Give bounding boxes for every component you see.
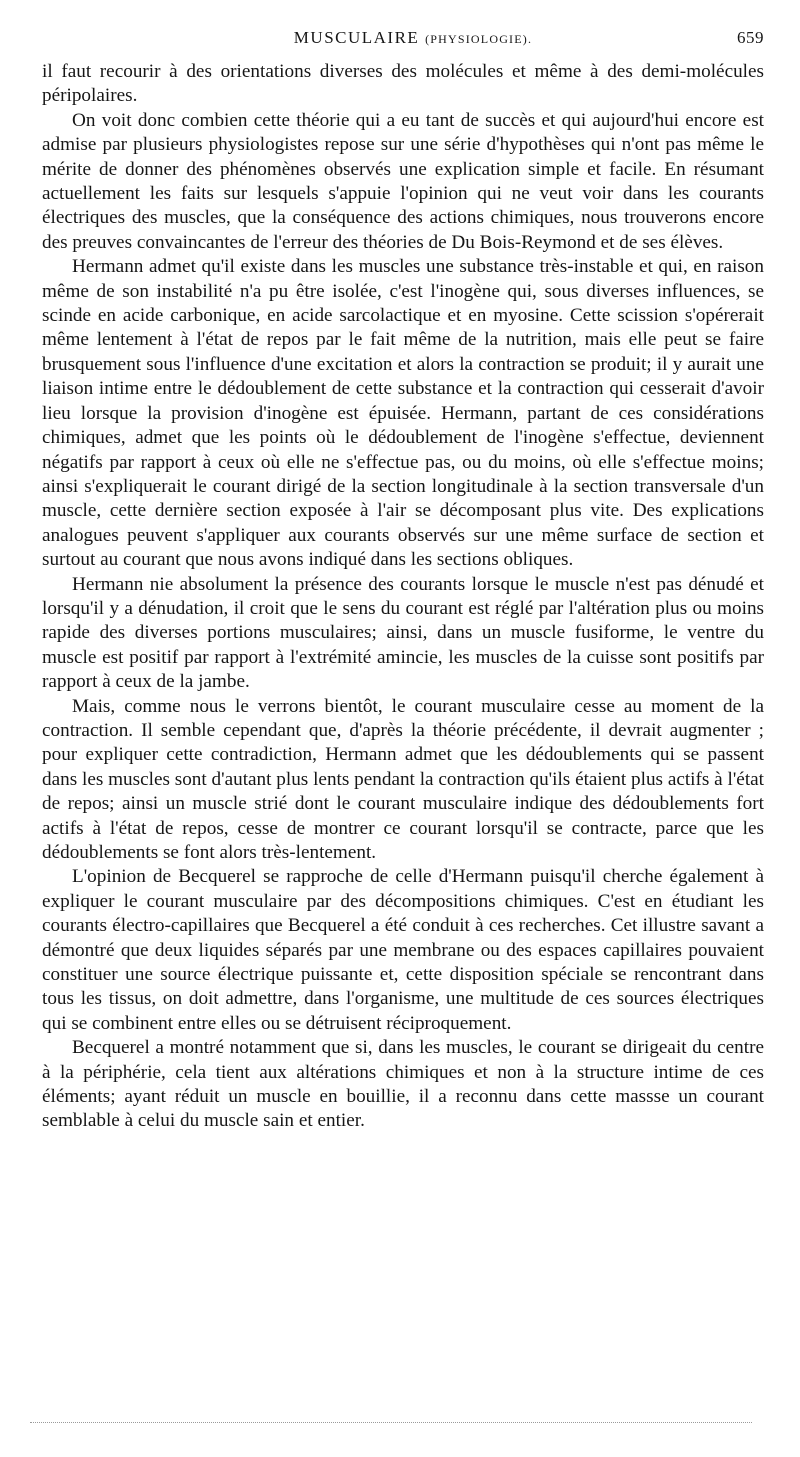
page-number: 659	[737, 28, 764, 47]
running-head	[42, 28, 764, 60]
paragraph-3: Hermann admet qu'il existe dans les muscles une substance très-instable et qui, en raison même de son instabilité n'a pu être isolée, c'est l'inogène qui, sous diverses influences, se scinde en acide carbonique, en acide sarcolactique et en myosine. Cette scission s'opérerait même lentement à l'état de repos par le fait même de la nutrition, mais elle peut se faire brusquement sous l'influence d'une excitation et alors la contraction se produit; il y aurait une liaison intime entre le dédoublement de cette substance et la contraction qui cesserait d'avoir lieu lorsque la provision d'inogène est épuisée. Hermann, partant de ces considérations chimiques, admet que les points où le dédoublement de l'inogène s'effectue, deviennent négatifs par rapport à ceux où elle ne s'effectue pas, ou du moins, où elle s'effectue moins; ainsi s'expliquerait le courant dirigé de la section longitudinale à la section transversale d'un muscle, cette dernière section exposée à l'air se décomposant plus vite. Des explications analogues peuvent s'appliquer aux courants observés sur une même surface de section et surtout au courant que nous avons indiqué dans les sections obliques.	[42, 256, 764, 571]
header-subtitle: (PHYSIOLOGIE).	[425, 32, 533, 46]
paragraph-4: Hermann nie absolument la présence des courants lorsque le muscle n'est pas dénudé et lorsqu'il y a dénudation, il croit que le sens du courant est réglé par l'altération plus ou moins rapide des diverses portions musculaires; ainsi, dans un muscle fusiforme, le ventre du muscle est positif par rapport à l'extrémité amincie, les muscles de la cuisse sont positifs par rapport à ceux de la jambe.	[42, 573, 764, 693]
paragraph-5: Mais, comme nous le verrons bientôt, le courant musculaire cesse au moment de la contraction. Il semble cependant que, d'après la théorie précédente, il devrait augmenter ; pour expliquer cette contradiction, Hermann admet que les dédoublements qui se passent dans les muscles sont d'autant plus lents pendant la contraction qu'ils étaient plus actifs à l'état de repos; ainsi un muscle strié dont le courant musculaire indique des dédoublements fort actifs à l'état de repos, cesse de montrer ce courant lorsqu'il se contracte, parce que les dédoublements se font alors très-lentement.	[42, 695, 764, 863]
paragraph-2: On voit donc combien cette théorie qui a eu tant de succès et qui aujourd'hui encore est admise par plusieurs physiologistes repose sur une série d'hypothèses qui n'ont pas même le mérite de donner des phénomènes observés une explication simple et facile. En résumant actuellement les faits sur lesquels s'appuie l'opinion qui ne veut voir dans les courants électriques des muscles, que la conséquence des actions chimiques, nous trouverons encore des preuves convaincantes de l'erreur des théories de Du Bois-Reymond et de ses élèves.	[42, 109, 764, 253]
document-page	[42, 28, 764, 1134]
header-title: MUSCULAIRE	[293, 28, 420, 47]
paragraph-7: Becquerel a montré notamment que si, dans les muscles, le courant se dirigeait du centre à la périphérie, cela tient aux altérations chimiques et non à la structure intime de ces éléments; ayant réduit un muscle en bouillie, il a reconnu dans cette massse un courant semblable à celui du muscle sain et entier.	[42, 1037, 764, 1132]
paragraph-1: il faut recourir à des orientations diverses des molécules et même à des demi-molécules péripolaires.	[42, 61, 764, 107]
bottom-rule	[30, 1422, 752, 1423]
paragraph-6: L'opinion de Becquerel se rapproche de celle d'Hermann puisqu'il cherche également à expliquer le courant musculaire par des décompositions chimiques. C'est en étudiant les courants électro-capillaires que Becquerel a été conduit à ces recherches. Cet illustre savant a démontré que deux liquides séparés par une membrane ou des espaces capillaires pouvaient constituer une source électrique puissante et, cette disposition spéciale se rencontrant dans tous les tissus, on doit admettre, dans l'organisme, une multitude de ces sources électriques qui se combinent entre elles ou se détruisent réciproquement.	[42, 866, 764, 1034]
running-head-title	[294, 28, 532, 48]
